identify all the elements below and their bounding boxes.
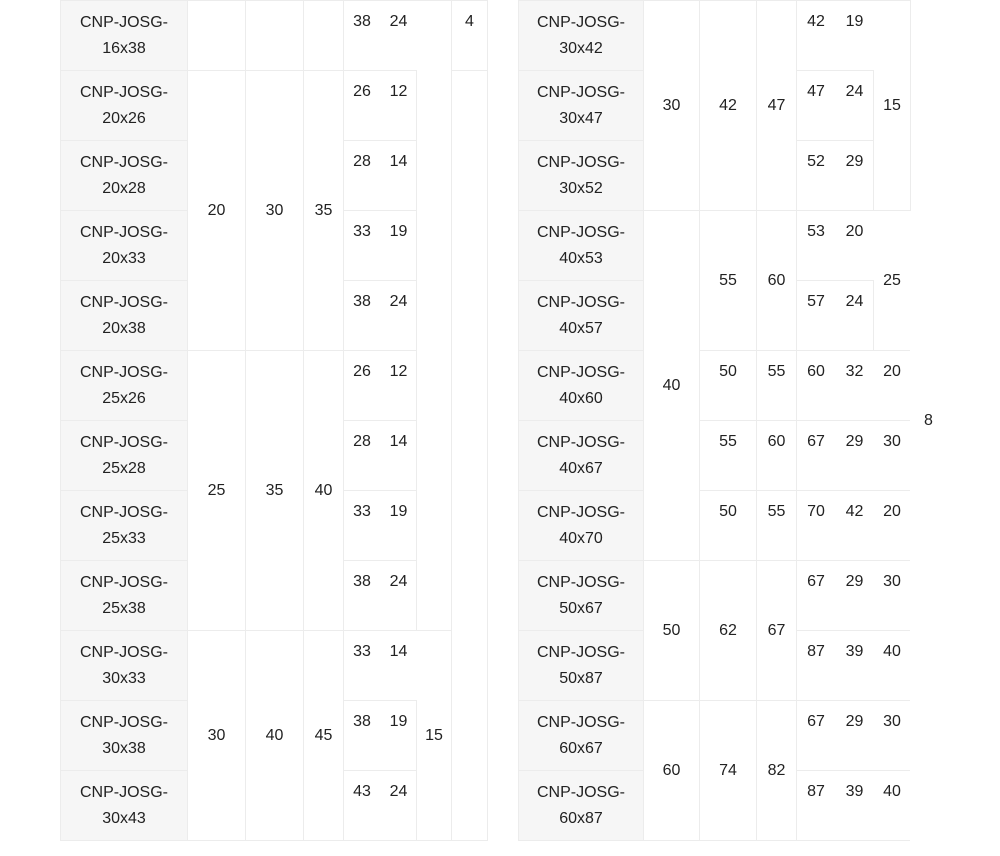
dim-cell: 38	[344, 701, 381, 771]
table-row	[519, 1, 947, 71]
model-cell: CNP-JOSG- 20x38	[61, 281, 188, 351]
dim-cell: 39	[836, 631, 874, 701]
spec-table-right	[518, 0, 947, 841]
dim-cell: 42	[797, 1, 836, 71]
dim-cell: 15	[874, 1, 911, 211]
model-cell: CNP-JOSG- 20x26	[61, 71, 188, 141]
dim-cell: 50	[700, 351, 757, 421]
dim-cell: 53	[797, 211, 836, 281]
dim-cell: 38	[344, 281, 381, 351]
dim-cell: 24	[836, 71, 874, 141]
model-cell: CNP-JOSG- 40x70	[519, 491, 644, 561]
dim-cell: 4	[452, 1, 488, 71]
dim-cell: 74	[700, 701, 757, 841]
model-cell: CNP-JOSG- 25x26	[61, 351, 188, 421]
dim-cell: 52	[797, 141, 836, 211]
dim-cell: 47	[797, 71, 836, 141]
model-cell: CNP-JOSG- 40x67	[519, 421, 644, 491]
dim-cell: 42	[700, 1, 757, 211]
dim-cell: 24	[381, 771, 417, 841]
dim-cell: 29	[836, 141, 874, 211]
dim-cell: 55	[757, 491, 797, 561]
table-row	[519, 561, 947, 631]
dim-cell: 40	[304, 351, 344, 631]
dim-cell: 67	[797, 701, 836, 771]
model-cell: CNP-JOSG- 20x28	[61, 141, 188, 211]
model-cell: CNP-JOSG- 50x87	[519, 631, 644, 701]
dim-cell: 26	[344, 71, 381, 141]
dim-cell: 32	[836, 351, 874, 421]
dim-cell: 82	[757, 701, 797, 841]
model-cell: CNP-JOSG- 60x87	[519, 771, 644, 841]
dim-cell: 70	[797, 491, 836, 561]
model-cell: CNP-JOSG- 20x33	[61, 211, 188, 281]
dim-cell	[188, 1, 246, 71]
dim-cell	[304, 1, 344, 71]
dim-cell: 24	[381, 1, 417, 71]
dim-cell: 8	[924, 411, 933, 429]
dim-cell: 33	[344, 491, 381, 561]
table-row	[61, 1, 488, 71]
table-row	[61, 631, 488, 701]
dim-cell: 24	[381, 561, 417, 631]
dim-cell: 14	[381, 631, 417, 701]
dim-cell: 42	[836, 491, 874, 561]
dim-cell: 55	[757, 351, 797, 421]
model-cell: CNP-JOSG- 30x47	[519, 71, 644, 141]
dim-cell	[417, 1, 452, 631]
dim-cell: 67	[797, 421, 836, 491]
table-row	[519, 701, 947, 771]
model-cell: CNP-JOSG- 60x67	[519, 701, 644, 771]
dim-cell: 26	[344, 351, 381, 421]
dim-cell: 60	[757, 211, 797, 351]
dim-cell: 19	[381, 211, 417, 281]
dim-cell: 30	[188, 631, 246, 841]
model-cell: CNP-JOSG- 40x60	[519, 351, 644, 421]
dim-cell: 24	[381, 281, 417, 351]
model-cell: CNP-JOSG- 30x33	[61, 631, 188, 701]
dim-cell: 12	[381, 351, 417, 421]
dim-cell: 19	[381, 491, 417, 561]
dim-cell: 25	[874, 211, 911, 351]
dim-cell: 33	[344, 211, 381, 281]
dim-cell: 14	[381, 421, 417, 491]
dim-cell: 39	[836, 771, 874, 841]
table-row	[519, 211, 947, 281]
dim-cell: 20	[874, 351, 911, 421]
dim-cell: 50	[700, 491, 757, 561]
dim-cell	[246, 1, 304, 71]
model-cell: CNP-JOSG- 30x52	[519, 141, 644, 211]
dim-cell: 30	[246, 71, 304, 351]
dim-cell: 20	[874, 491, 911, 561]
dim-cell: 25	[188, 351, 246, 631]
dim-cell: 30	[874, 701, 911, 771]
model-cell: CNP-JOSG- 16x38	[61, 1, 188, 71]
dim-cell: 43	[344, 771, 381, 841]
dim-cell: 55	[700, 211, 757, 351]
dim-cell: 20	[188, 71, 246, 351]
dim-cell: 33	[344, 631, 381, 701]
dim-cell	[452, 71, 488, 841]
model-cell: CNP-JOSG- 40x53	[519, 211, 644, 281]
dim-cell: 30	[644, 1, 700, 211]
dim-cell: 20	[836, 211, 874, 281]
dim-cell: 15	[417, 631, 452, 841]
dim-cell: 40	[874, 771, 911, 841]
model-cell: CNP-JOSG- 30x43	[61, 771, 188, 841]
dim-cell: 29	[836, 561, 874, 631]
dim-cell: 24	[836, 281, 874, 351]
model-cell: CNP-JOSG- 25x33	[61, 491, 188, 561]
dim-cell: 50	[644, 561, 700, 701]
dim-cell: 38	[344, 561, 381, 631]
dim-cell: 29	[836, 701, 874, 771]
table-row	[519, 491, 947, 561]
spec-table-left	[60, 0, 488, 841]
dim-cell: 30	[874, 561, 911, 631]
table-row	[519, 421, 947, 491]
dim-cell: 12	[381, 71, 417, 141]
dim-cell: 19	[836, 1, 874, 71]
dim-cell: 87	[797, 631, 836, 701]
model-cell: CNP-JOSG- 30x38	[61, 701, 188, 771]
model-cell: CNP-JOSG- 50x67	[519, 561, 644, 631]
dim-cell: 67	[797, 561, 836, 631]
model-cell: CNP-JOSG- 30x42	[519, 1, 644, 71]
dim-cell: 87	[797, 771, 836, 841]
dim-cell: 67	[757, 561, 797, 701]
dim-cell: 28	[344, 421, 381, 491]
dim-cell: 60	[644, 701, 700, 841]
dim-cell: 62	[700, 561, 757, 701]
dim-cell: 60	[757, 421, 797, 491]
dim-cell: 57	[797, 281, 836, 351]
dim-cell: 40	[644, 211, 700, 561]
model-cell: CNP-JOSG- 25x28	[61, 421, 188, 491]
dim-cell: 55	[700, 421, 757, 491]
dim-cell: 40	[246, 631, 304, 841]
dim-cell: 38	[344, 1, 381, 71]
model-cell: CNP-JOSG- 25x38	[61, 561, 188, 631]
model-cell: CNP-JOSG- 40x57	[519, 281, 644, 351]
dim-cell: 28	[344, 141, 381, 211]
table-row	[519, 351, 947, 421]
dim-cell: 30	[874, 421, 911, 491]
dim-cell: 45	[304, 631, 344, 841]
dim-cell: 60	[797, 351, 836, 421]
dim-cell: 40	[874, 631, 911, 701]
dim-cell: 14	[381, 141, 417, 211]
dim-cell: 35	[304, 71, 344, 351]
dim-cell: 19	[381, 701, 417, 771]
dim-cell: 29	[836, 421, 874, 491]
dim-cell: 35	[246, 351, 304, 631]
dim-cell: 47	[757, 1, 797, 211]
